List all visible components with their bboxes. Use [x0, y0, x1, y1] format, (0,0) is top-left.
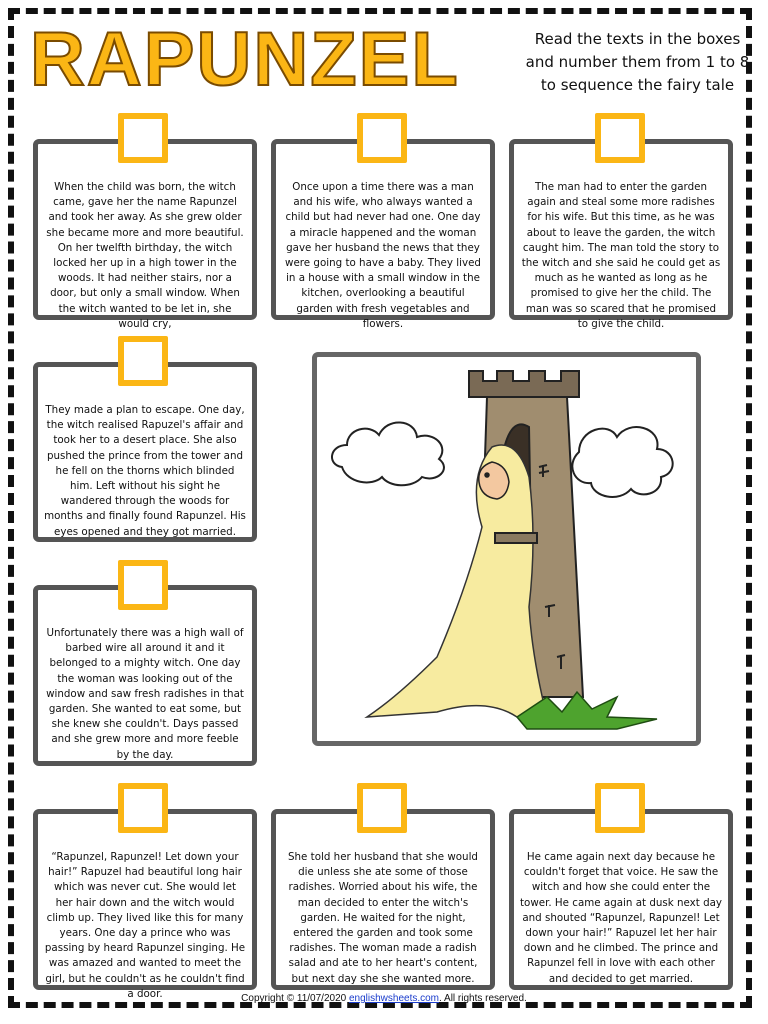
number-box-2[interactable] [357, 113, 407, 163]
number-box-6[interactable] [118, 783, 168, 833]
story-card-8 [509, 809, 733, 990]
site-link[interactable]: englishwsheets.com [348, 993, 440, 1004]
instructions-line-3: to sequence the fairy tale [540, 76, 735, 94]
copyright-prefix: Copyright © 11/07/2020 [241, 993, 349, 1004]
story-card-1 [33, 139, 257, 330]
story-text: “Rapunzel, Rapunzel! Let down your hair!” Rapuzel had beautiful long hair which was never cut. She would let her hair down and the witch would climb up. They lived like this for many years. One day a prince who was passing by heard Rapunzel singing. He was amazed and wanted to meet the girl, but he couldn't as he couldn't find a door. [44, 851, 246, 1000]
instructions-line-2: and number them from 1 to 8 [525, 53, 750, 71]
story-card-6 [33, 809, 257, 1000]
story-card-3 [509, 139, 733, 330]
story-card-2 [271, 139, 495, 330]
story-card-5 [33, 585, 257, 766]
rapunzel-tower-illustration [312, 352, 701, 746]
story-card-7 [271, 809, 495, 990]
number-box-5[interactable] [118, 560, 168, 610]
story-text: When the child was born, the witch came, gave her the name Rapunzel and took her away. As she grew older she became more and more beautiful. On her twelfth birthday, the witch locked her up in a high tower in the woods. It had neither stairs, nor a door, but only a small window. When the witch wanted to be let in, she would cry, [46, 181, 244, 330]
page-title: RAPUNZEL [30, 17, 460, 102]
number-box-3[interactable] [595, 113, 645, 163]
instructions [520, 28, 755, 97]
story-text: She told her husband that she would die unless she ate some of those radishes. Worried about his wife, the man decided to enter the witch's garden. He waited for the night, entered the garden and took some radishes. The woman made a radish salad and ate to her heart's content, but next day she she wanted more. [288, 851, 478, 985]
story-text: The man had to enter the garden again and steal some more radishes for his wife. But this time, as he was about to leave the garden, the witch caught him. The man told the story to the witch and she said he could get as much as he wanted as long as he promised to give her the child. The man was so scared that he promised to give the child. [521, 181, 721, 330]
rapunzel-hair [367, 445, 547, 717]
copyright-suffix: . All rights reserved. [439, 993, 527, 1004]
story-text: They made a plan to escape. One day, the witch realised Rapuzel's affair and took her to a desert place. She also pushed the prince from the tower and he fell on the thorns which blinded him. Left without his sight he wandered through the woods for months and finally found Rapunzel. His eyes opened and they got married. [44, 404, 246, 538]
number-box-1[interactable] [118, 113, 168, 163]
copyright-footer [0, 993, 768, 1004]
story-text: He came again next day because he couldn't forget that voice. He saw the witch and how she could enter the tower. He came again at dusk next day and shouted “Rapunzel, Rapunzel! Let down your hair!” Rapuzel let her hair down and he climbed. The prince and Rapunzel fell in love with each other and decided to get married. [520, 851, 723, 985]
number-box-7[interactable] [357, 783, 407, 833]
instructions-line-1: Read the texts in the boxes [534, 30, 741, 48]
number-box-8[interactable] [595, 783, 645, 833]
story-text: Unfortunately there was a high wall of barbed wire all around it and it belonged to a mighty witch. One day the woman was looking out of the window and saw fresh radishes in that garden. She wanted to eat some, but she knew she couldn't. Days passed and she grew more and more feeble by the day. [46, 627, 244, 761]
tower-drawing [317, 357, 696, 741]
window-ledge [495, 533, 537, 543]
cloud-right [572, 427, 672, 497]
number-box-4[interactable] [118, 336, 168, 386]
cloud-left [332, 422, 444, 485]
story-text: Once upon a time there was a man and his wife, who always wanted a child but had never had one. One day a miracle happened and the woman gave her husband the news that they were going to have a baby. They lived in a house with a small window in the kitchen, overlooking a beautiful garden with fresh vegetables and flowers. [285, 181, 481, 330]
story-card-4 [33, 362, 257, 542]
